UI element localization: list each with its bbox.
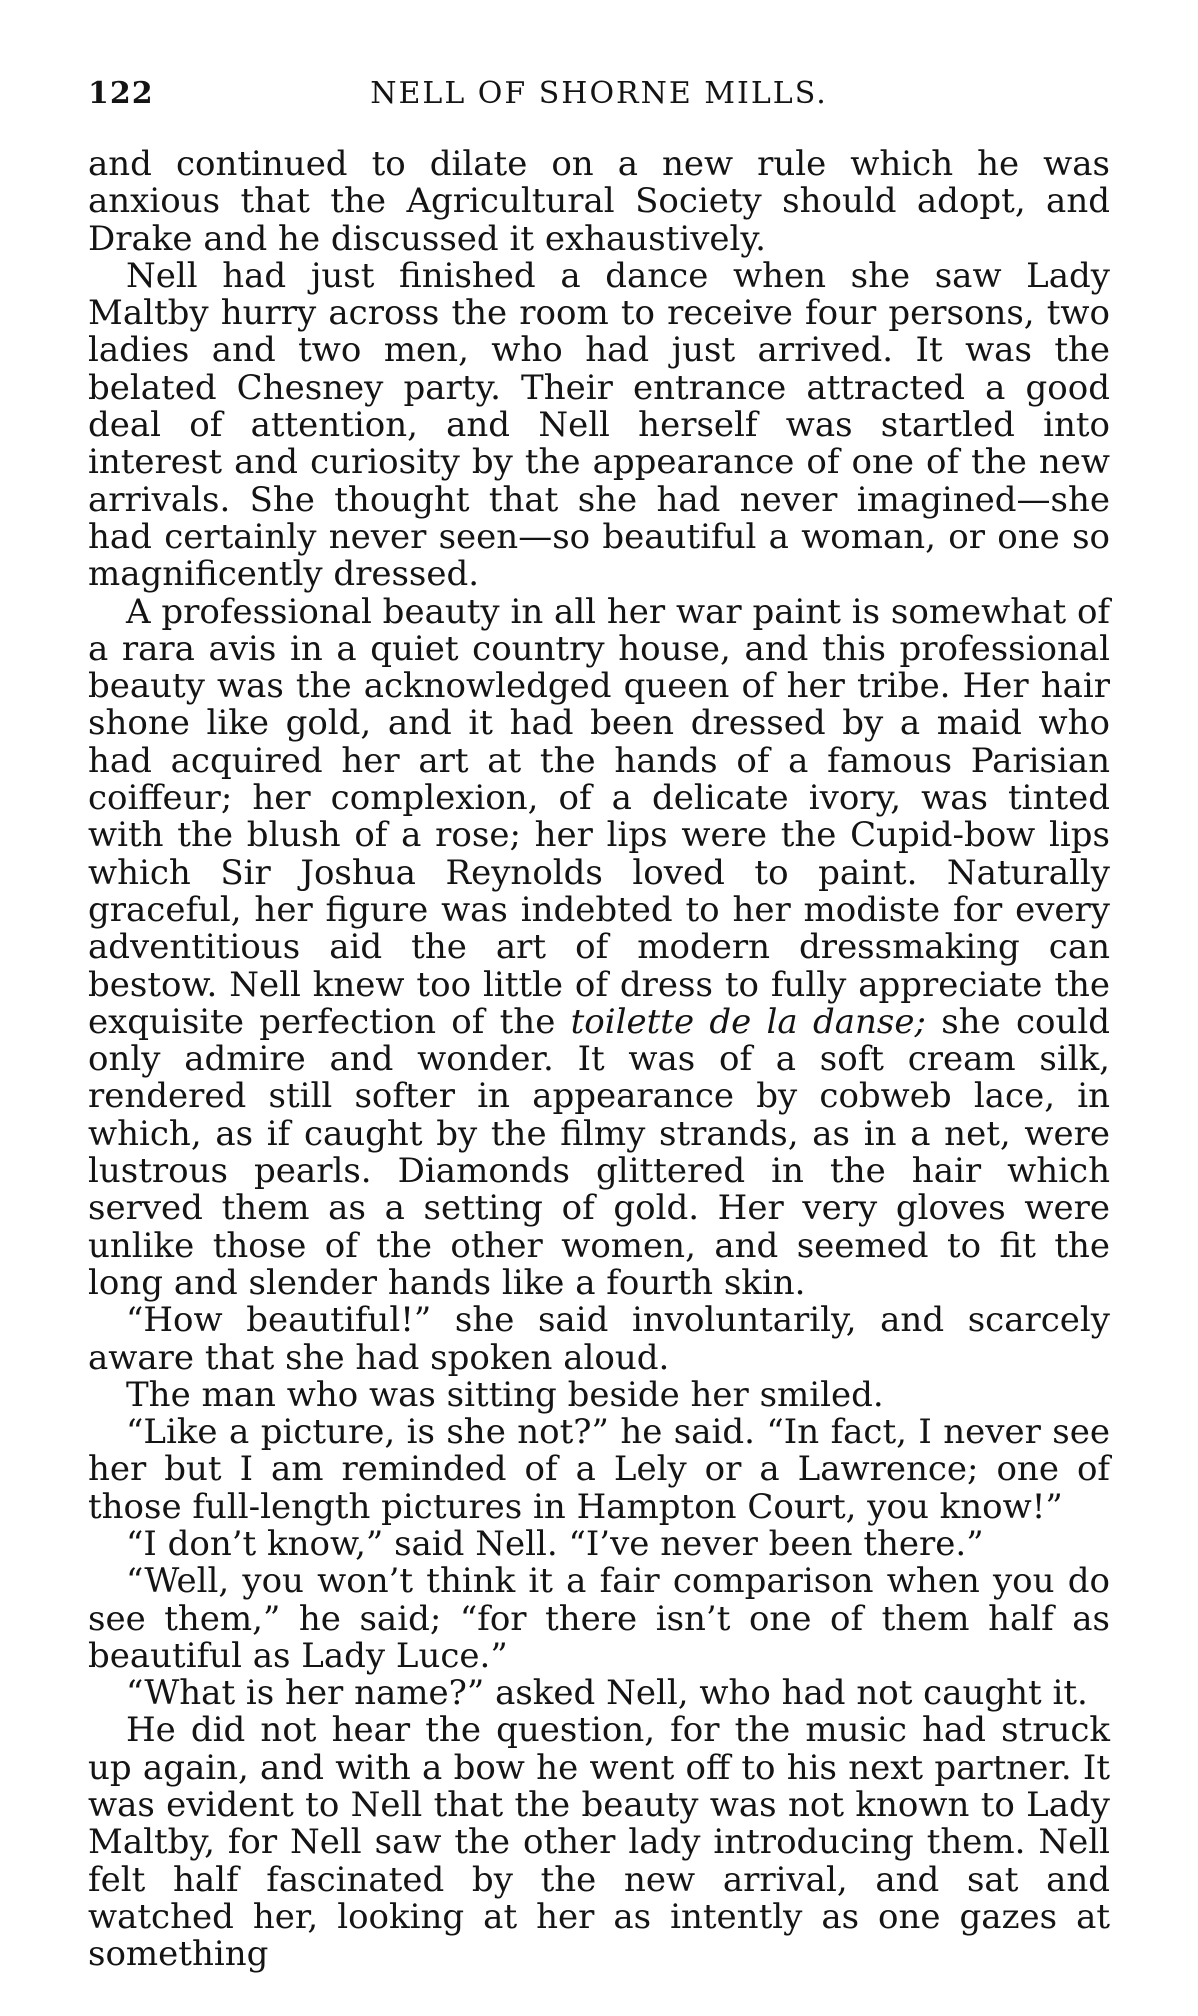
paragraph-7: “I don’t know,” said Nell. “I’ve never been there.” <box>126 1523 984 1564</box>
paragraph-3-text-after: she could only admire and wonder. It was of a soft cream silk, rendered still softer in appearance by cobweb lace, in which, as if caught by the filmy strands, as in a net, were lustrous pearls. Diamonds glittered in the hair which served them as a setting of gold. Her very gloves were unlike those of the other women, and seemed to fit the long and slender hands like a fourth skin. <box>88 1001 1110 1303</box>
paragraph-8: “Well, you won’t think it a fair comparison when you do see them,” he said; “for there isn’t one of them half as beautiful as Lady Luce.” <box>88 1561 1110 1676</box>
paragraph-4: “How beautiful!” she said involuntarily, and scarcely aware that she had spoken aloud. <box>88 1300 1110 1378</box>
paragraph-3-text-before: A professional beauty in all her war paint is somewhat of a rara avis in a quiet country house, and this professional beauty was the acknowledged queen of her tribe. Her hair shone like gold, and it had been dressed by a maid who had acquired her art at the hands of a famous Parisian coiffeur; her complexion, of a delicate ivory, was tinted with the blush of a rose; her lips were the Cupid-bow lips which Sir Joshua Reynolds loved to paint. Naturally graceful, her figure was indebted to her modiste for every adventitious aid the art of modern dressmaking can bestow. Nell knew too little of dress to fully appreciate the exquisite perfection of the <box>88 591 1110 1042</box>
paragraph-9: “What is her name?” asked Nell, who had not caught it. <box>126 1673 1088 1714</box>
page-number: 122 <box>88 76 154 111</box>
paragraph-6: “Like a picture, is she not?” he said. “In fact, I never see her but I am reminded of a Lely or a Lawrence; one of those full-length pictures in Hampton Court, you know!” <box>88 1412 1110 1527</box>
running-head <box>88 76 1110 116</box>
paragraph-5: The man who was sitting beside her smiled. <box>126 1374 884 1415</box>
paragraph-3 <box>88 591 1110 1303</box>
paragraph-3-italic-phrase: toilette de la danse; <box>570 1001 926 1042</box>
paragraph-1: and continued to dilate on a new rule which he was anxious that the Agricultural Society should adopt, and Drake and he discussed it exhaustively. <box>88 144 1110 259</box>
book-title: NELL OF SHORNE MILLS. <box>370 76 828 111</box>
paragraph-2: Nell had just finished a dance when she saw Lady Maltby hurry across the room to receive four persons, two ladies and two men, who had just arrived. It was the belated Chesney party. Their entrance attracted a good deal of attention, and Nell herself was startled into interest and curiosity by the appearance of one of the new arrivals. She thought that she had never imagined—she had certainly never seen—so beautiful a woman, or one so magnificently dressed. <box>88 255 1110 595</box>
body-text <box>88 146 1110 1974</box>
paragraph-10: He did not hear the question, for the music had struck up again, and with a bow he went off to his next partner. It was evident to Nell that the beauty was not known to Lady Maltby, for Nell saw the other lady introducing them. Nell felt half fascinated by the new arrival, and sat and watched her, looking at her as intently as one gazes at something <box>88 1710 1110 1975</box>
